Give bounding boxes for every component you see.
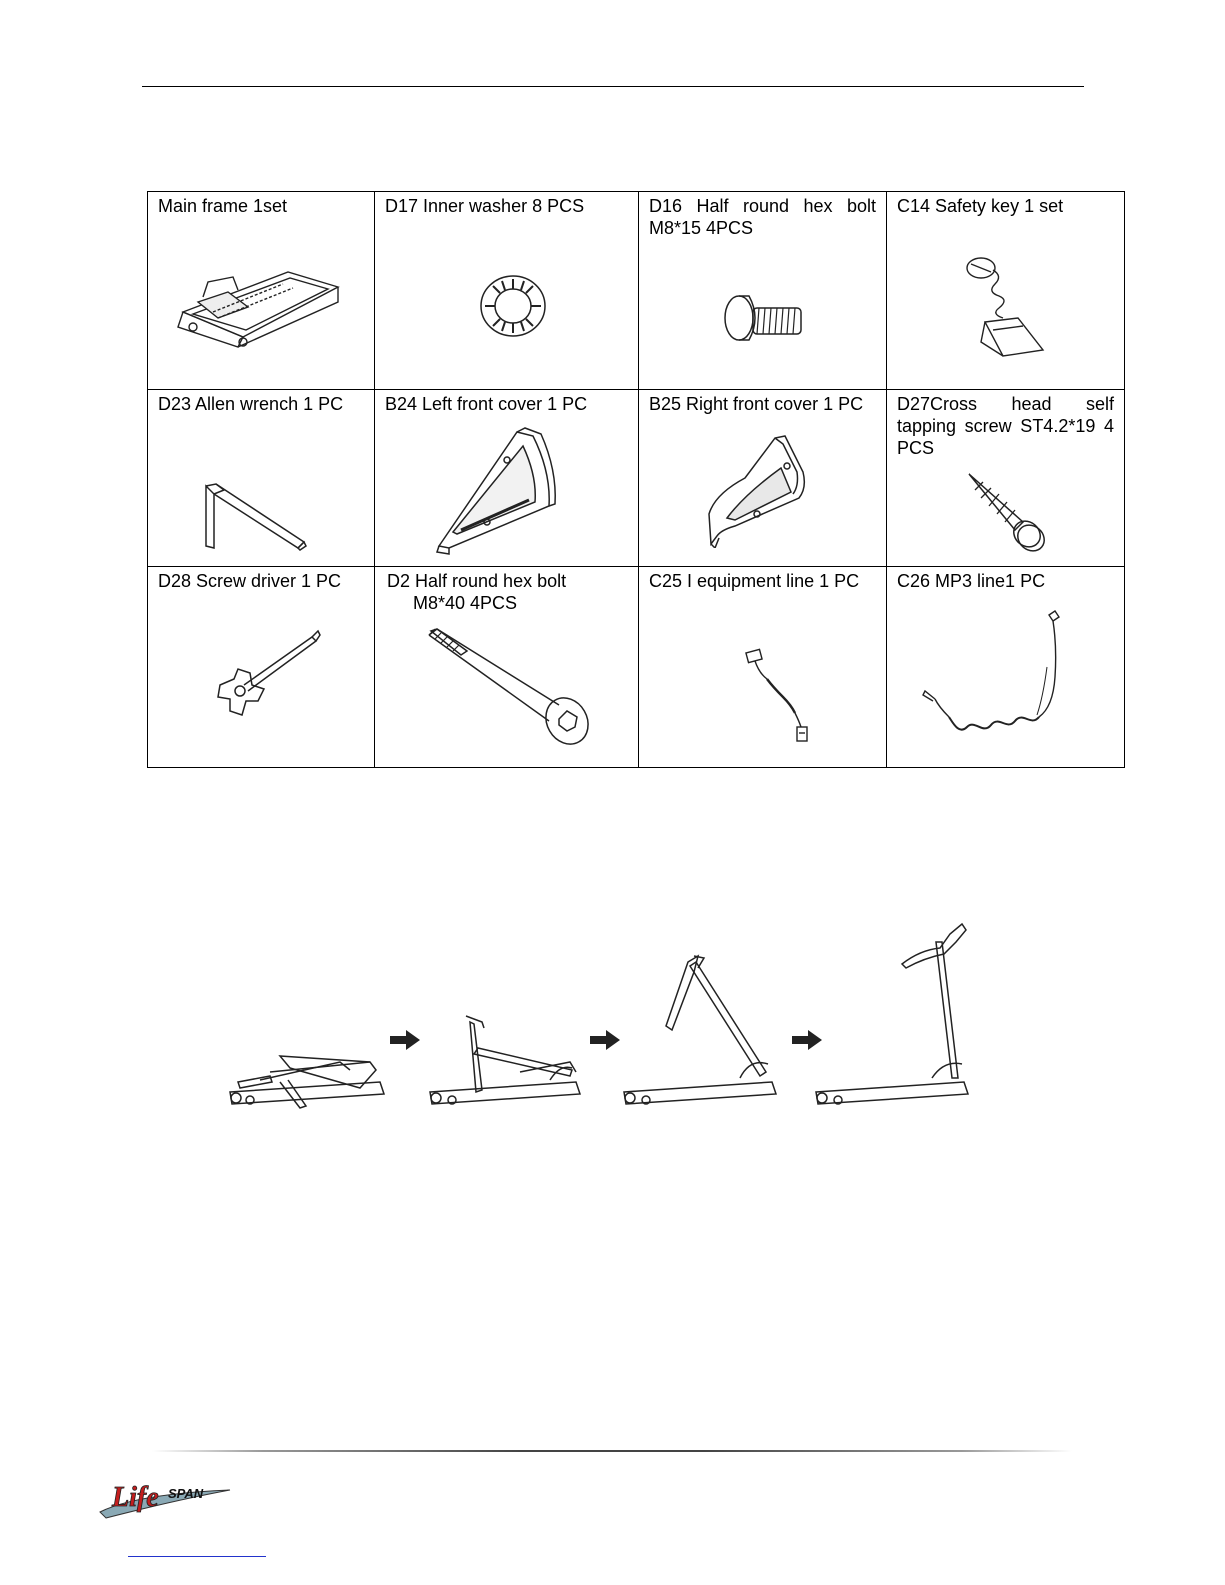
stage-arrow-3: [792, 1030, 822, 1050]
washer-illustration: [477, 270, 549, 342]
mp3-line-illustration: [919, 607, 1087, 755]
left-cover-illustration: [433, 426, 563, 556]
part-cell-hex-bolt-m8-40: [375, 567, 639, 768]
part-label: C26 MP3 line1 PC: [897, 571, 1046, 591]
part-cell-safety-key: [887, 192, 1125, 390]
stage-1-folded: [230, 1056, 384, 1108]
part-cell-equipment-line: [639, 567, 887, 768]
part-label: D16 Half round hex bolt M8*15 4PCS: [649, 196, 876, 238]
logo-text-sub: SPAN: [168, 1486, 204, 1501]
part-cell-screw-driver: [148, 567, 375, 768]
part-cell-hex-bolt-m8-15: [639, 192, 887, 390]
unfolding-stages-illustration: [220, 912, 1000, 1112]
part-label: D27Cross head self tapping screw ST4.2*19 4 PCS: [897, 394, 1114, 458]
part-cell-main-frame: [148, 192, 375, 390]
safety-key-illustration: [963, 252, 1053, 364]
part-label: D23 Allen wrench 1 PC: [158, 394, 344, 414]
header-rule: [142, 86, 1084, 87]
tapping-screw-illustration: [965, 470, 1055, 552]
short-bolt-illustration: [721, 290, 807, 354]
lifespan-logo: [96, 1470, 236, 1520]
part-label-spec: M8*40 4PCS: [413, 593, 518, 613]
screw-driver-illustration: [194, 627, 324, 727]
right-cover-illustration: [705, 432, 809, 548]
part-label: D28 Screw driver 1 PC: [158, 571, 342, 591]
parts-list-table: [147, 191, 1125, 768]
part-label: D2 Half round hex bolt: [387, 571, 567, 591]
footer-link-underline[interactable]: [128, 1556, 266, 1557]
stage-arrow-1: [390, 1030, 420, 1050]
stage-arrow-2: [590, 1030, 620, 1050]
part-label: Main frame 1set: [158, 196, 288, 216]
part-label: C14 Safety key 1 set: [897, 196, 1064, 216]
logo-text-main: Life: [112, 1482, 159, 1513]
long-bolt-illustration: [421, 625, 593, 747]
footer-rule: [152, 1450, 1072, 1452]
part-cell-right-front-cover: [639, 390, 887, 567]
part-label: B24 Left front cover 1 PC: [385, 394, 588, 414]
part-cell-tapping-screw: [887, 390, 1125, 567]
part-cell-inner-washer: [375, 192, 639, 390]
equipment-line-illustration: [743, 647, 823, 747]
stage-3-raising: [624, 956, 776, 1104]
part-cell-allen-wrench: [148, 390, 375, 567]
stage-2-upright-partly: [430, 1016, 580, 1104]
main-frame-illustration: [168, 242, 348, 352]
part-cell-left-front-cover: [375, 390, 639, 567]
stage-4-assembled: [816, 924, 968, 1104]
part-label: C25 I equipment line 1 PC: [649, 571, 860, 591]
part-label: B25 Right front cover 1 PC: [649, 394, 864, 414]
part-cell-mp3-line: [887, 567, 1125, 768]
part-label: D17 Inner washer 8 PCS: [385, 196, 585, 216]
allen-wrench-illustration: [200, 482, 310, 554]
